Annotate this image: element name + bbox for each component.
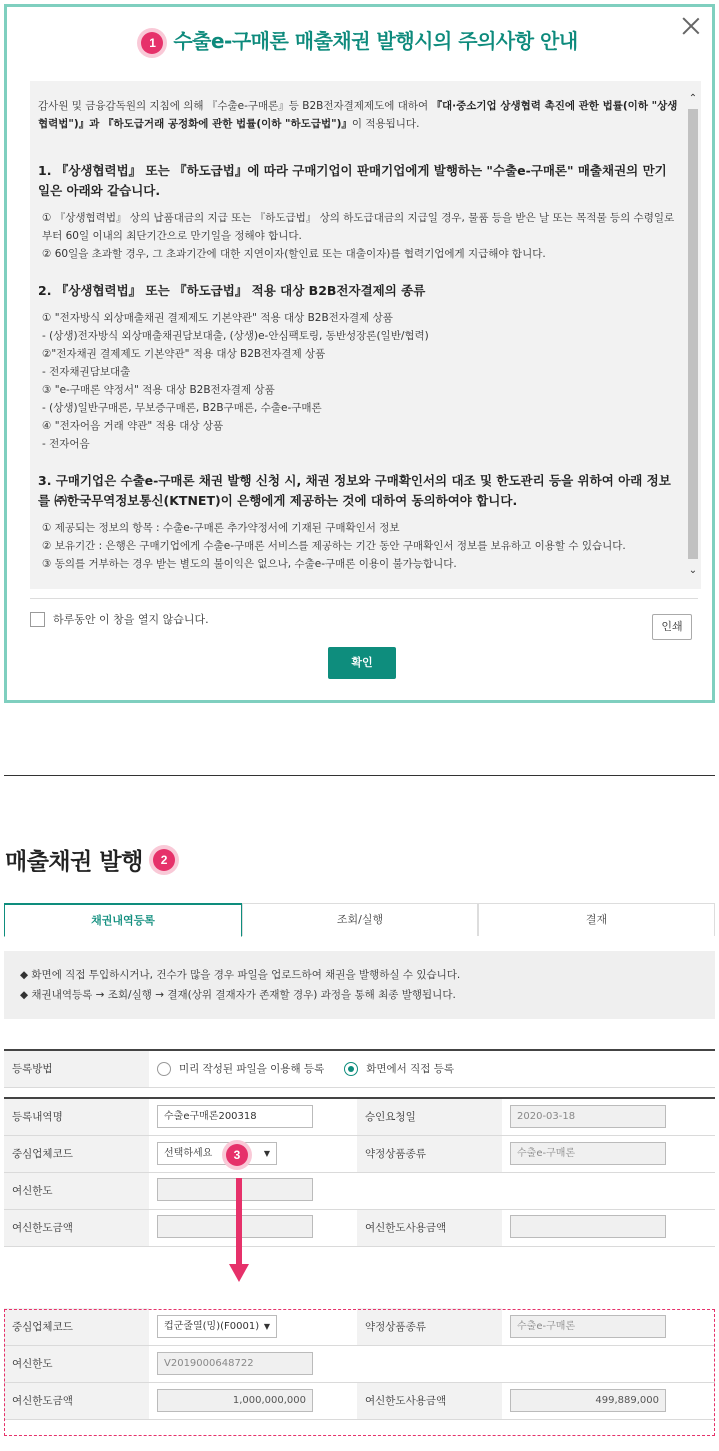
section-1-title: 1. 『상생협력법』 또는 『하도급법』에 따라 구매기업이 판매기업에게 발행하는 "수출e-구매론" 매출채권의 만기일은 아래와 같습니다. (38, 163, 667, 198)
radio-file-upload[interactable] (157, 1062, 171, 1076)
chevron-up-icon[interactable]: ⌃ (688, 93, 698, 104)
page-title (5, 843, 175, 876)
notice-modal (4, 4, 715, 703)
reg-method-table (4, 1049, 715, 1088)
list-item: ④ "전자어음 거래 약관" 적용 대상 상품 (42, 420, 224, 432)
intro-text-end: 이 적용됩니다. (351, 118, 420, 130)
list-item: ① 제공되는 정보의 항목 : 수출e-구매론 추가약정서에 기재된 구매확인서 정보 (42, 522, 400, 534)
list-item: ② 60일을 초과할 경우, 그 초과기간에 대한 지연이자(할인료 또는 대출이자)를 협력기업에게 지급해야 합니다. (42, 248, 546, 260)
notice-content (38, 97, 678, 589)
dont-show-today[interactable] (30, 611, 209, 627)
section-2-title: 2. 『상생협력법』 또는 『하도급법』 적용 대상 B2B전자결제의 종류 (38, 283, 426, 298)
limit-used-label: 여신한도사용금액 (357, 1209, 502, 1246)
bank-select[interactable] (157, 1142, 277, 1165)
bank-select-selected[interactable] (157, 1315, 277, 1338)
caret-down-icon: ▼ (263, 1149, 270, 1158)
limit-used-label: 여신한도사용금액 (357, 1382, 502, 1419)
list-item: - 전자어음 (42, 438, 90, 450)
limit-label: 여신한도 (4, 1345, 149, 1382)
limit-amount-label: 여신한도금액 (4, 1209, 149, 1246)
list-item: - (상생)전자방식 외상매출채권담보대출, (상생)e-안심팩토링, 동반성장론(일반/협력) (42, 330, 429, 342)
tab-bar (4, 903, 715, 936)
bank-label: 중심업체코드 (4, 1135, 149, 1172)
list-item: ③ 동의를 거부하는 경우 받는 별도의 불이익은 없으나, 수출e-구매론 이용이 불가능합니다. (42, 558, 457, 570)
product-input: 수출e-구매론 (510, 1315, 666, 1338)
step-badge-3: 3 (226, 1144, 248, 1166)
name-label: 등록내역명 (4, 1098, 149, 1135)
date-input: 2020-03-18 (510, 1105, 666, 1128)
tab-register[interactable]: 채권내역등록 (4, 903, 242, 937)
name-input[interactable]: 수출e구매론200318 (157, 1105, 313, 1128)
arrow-down-icon (229, 1178, 249, 1284)
bond-form-result-table (4, 1308, 715, 1420)
limit-amount-input: 1,000,000,000 (157, 1389, 313, 1412)
bank-label: 중심업체코드 (4, 1308, 149, 1345)
list-item: ②"전자채권 결제제도 기본약관" 적용 대상 B2B전자결제 상품 (42, 348, 326, 360)
step-badge-2: 2 (153, 849, 175, 871)
radio-file-upload-label[interactable]: 미리 작성된 파일을 이용해 등록 (179, 1063, 325, 1076)
list-item: - 전자채권담보대출 (42, 366, 131, 378)
info-line: ◆ 화면에 직접 투입하시거나, 건수가 많을 경우 파일을 업로드하여 채권을 발행하실 수 있습니다. (20, 969, 461, 981)
dont-show-checkbox[interactable] (30, 612, 45, 627)
scroll-thumb[interactable] (688, 109, 698, 559)
confirm-button[interactable]: 확인 (328, 647, 396, 679)
divider (4, 775, 715, 776)
tab-approval[interactable]: 결재 (478, 903, 715, 936)
info-line: ◆ 채권내역등록 → 조회/실행 → 결재(상위 결재자가 존재할 경우) 과정을 통해 최종 발행됩니다. (20, 989, 456, 1001)
close-icon[interactable] (678, 13, 704, 39)
radio-direct-input[interactable] (344, 1062, 358, 1076)
info-box (4, 951, 715, 1019)
section-3-title: 3. 구매기업은 수출e-구매론 채권 발행 신청 시, 채권 정보와 구매확인서의 대조 및 한도관리 등을 위하여 아래 정보를 ㈜한국무역정보통신(KTNET)이 은행에게 제공하는 것에 대하여 동의하여야 합니다. (38, 473, 671, 508)
section-1-list (38, 209, 678, 263)
modal-title-text: 수출e-구매론 매출채권 발행시의 주의사항 안내 (173, 29, 578, 53)
list-item: ① 『상생협력법』 상의 납품대금의 지급 또는 『하도급법』 상의 하도급대금의 지급일 경우, 물품 등을 받은 날 또는 목적물 등의 수령일로부터 60일 이내의 최단기간으로 만기일을 정해야 합니다. (42, 212, 675, 242)
vertical-scrollbar[interactable] (685, 81, 701, 589)
page-title-text: 매출채권 발행 (5, 849, 143, 875)
bond-form-table (4, 1097, 715, 1247)
list-item: - (상생)일반구매론, 무보증구매론, B2B구매론, 수출e-구매론 (42, 402, 322, 414)
section-3-list (38, 519, 678, 573)
notice-scroll-area[interactable] (30, 81, 701, 589)
radio-direct-input-label[interactable]: 화면에서 직접 등록 (366, 1063, 455, 1076)
limit-input: V2019000648722 (157, 1352, 313, 1375)
intro-bold-text: 『대·중소기업 상생협력 촉진에 관한 법률(이하 "상생협력법")』과 『하도급거래 공정화에 관한 법률(이하 "하도급법")』 (38, 100, 678, 130)
bank-select-value: 컵군줄열(밍)(F0001) (164, 1320, 260, 1332)
list-item: ① "전자방식 외상매출채권 결제제도 기본약관" 적용 대상 B2B전자결제 상품 (42, 312, 393, 324)
limit-label: 여신한도 (4, 1172, 149, 1209)
intro-text: 감사원 및 금융감독원의 지침에 의해 『수출e-구매론』등 B2B전자결제제도에 대하여 (38, 100, 432, 112)
date-label: 승인요청일 (357, 1098, 502, 1135)
limit-used-input (510, 1215, 666, 1238)
list-item: ③ "e-구매론 약정서" 적용 대상 B2B전자결제 상품 (42, 384, 275, 396)
divider (30, 598, 698, 599)
caret-down-icon: ▼ (263, 1321, 270, 1331)
dont-show-label: 하루동안 이 창을 열지 않습니다. (53, 613, 209, 626)
chevron-down-icon[interactable]: ⌄ (688, 565, 698, 576)
list-item: ② 보유기간 : 은행은 구매기업에게 수출e-구매론 서비스를 제공하는 기간 동안 구매확인서 정보를 보유하고 이용할 수 있습니다. (42, 540, 626, 552)
step-badge-1: 1 (141, 32, 163, 54)
reg-method-label: 등록방법 (4, 1050, 149, 1087)
reg-method-options (149, 1050, 715, 1087)
tab-query-execute[interactable]: 조회/실행 (242, 903, 478, 936)
notice-intro (38, 97, 678, 133)
product-input: 수출e-구매론 (510, 1142, 666, 1165)
modal-title (7, 25, 712, 54)
product-label: 약정상품종류 (357, 1308, 502, 1345)
limit-used-input: 499,889,000 (510, 1389, 666, 1412)
print-button[interactable]: 인쇄 (652, 614, 692, 640)
product-label: 약정상품종류 (357, 1135, 502, 1172)
section-2-list (38, 309, 678, 453)
limit-amount-label: 여신한도금액 (4, 1382, 149, 1419)
bank-select-value: 선택하세요 (164, 1148, 213, 1159)
